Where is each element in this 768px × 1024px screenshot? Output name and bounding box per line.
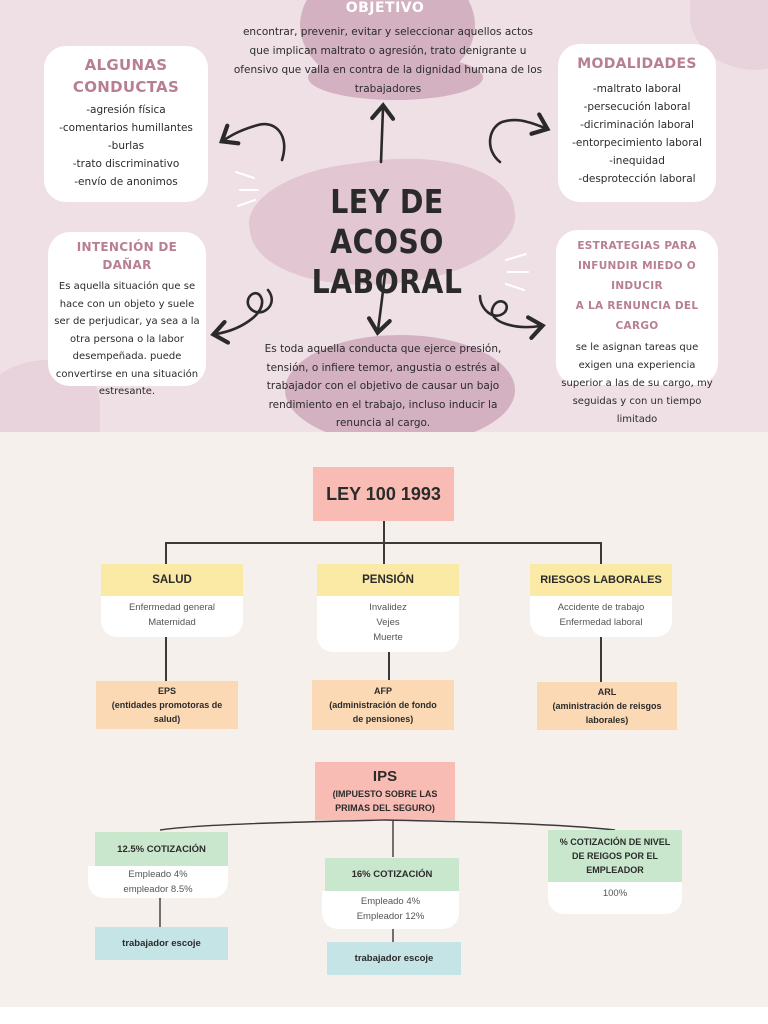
center-title-line1: LEY DE ACOSO (330, 182, 444, 261)
detail-item: empleador 8.5% (123, 884, 193, 895)
arrow-curly-right-top-icon (490, 120, 545, 162)
cotizacion-footer-12-5: trabajador escoje (95, 927, 228, 960)
cotizacion-details-16 (322, 891, 459, 929)
estrategias-title-line3: A LA RENUNCIA DEL CARGO (575, 300, 699, 332)
list-item: -desprotección laboral (578, 173, 696, 185)
ips-title: IPS (372, 768, 398, 785)
mind-map-section (0, 0, 768, 432)
cotizacion-footer-16: trabajador escoje (327, 942, 461, 975)
org-chart-section (0, 432, 768, 1007)
detail-item: Enfermedad general (128, 602, 216, 613)
entity-line: (aministración de reisgos (552, 701, 662, 711)
detail-item: Empleador 12% (356, 911, 425, 922)
arrow-down-icon (378, 274, 385, 330)
estrategias-title-line2: INFUNDIR MIEDO O INDUCIR (577, 260, 697, 292)
estrategias-text: se le asignan tareas que exigen una experiencia superior a las de su cargo, my seguidas y con un tiempo limitado (561, 342, 713, 425)
center-title-line2: LABORAL (311, 262, 463, 301)
estrategias-title-line1: ESTRATEGIAS PARA (577, 240, 697, 252)
detail-item: Maternidad (148, 617, 196, 628)
list-item: -envío de anonimos (74, 176, 178, 188)
detail-item: Invalidez (369, 602, 407, 613)
conductas-title-line1: ALGUNAS (84, 56, 168, 74)
arrow-curly-right-bottom-icon (480, 296, 540, 327)
list-item: -dicriminación laboral (580, 119, 694, 131)
entity-line: salud) (153, 714, 181, 724)
intencion-title: INTENCIÓN DE DAÑAR (76, 240, 178, 272)
list-item: -burlas (107, 140, 145, 152)
conductas-title-line2: CONDUCTAS (72, 78, 180, 96)
arrow-curly-left-top-icon (224, 124, 284, 160)
title-line: DE REIGOS POR EL (571, 851, 658, 861)
list-item: -trato discriminativo (72, 158, 180, 170)
entity-line: AFP (374, 686, 392, 696)
title-line: % COTIZACIÓN DE NIVEL (559, 837, 671, 847)
objetivo-title: OBJETIVO (345, 0, 425, 16)
list-item: -inequidad (609, 155, 665, 167)
arrow-curly-left-bottom-icon (216, 290, 272, 334)
ips-subtitle-line2: PRIMAS DEL SEGURO) (335, 803, 435, 813)
cotizacion-details-12-5 (88, 866, 228, 898)
arrow-up-icon (381, 108, 383, 162)
entity-line: laborales) (585, 715, 629, 725)
branch-title-riesgos: RIESGOS LABORALES (530, 564, 672, 596)
detail-item: Vejes (376, 617, 400, 628)
definicion-text: Es toda aquella conducta que ejerce presión, tensión, o infiere temor, angustia o estrés al trabajador con el objetivo de causar un bajo rendimiento en el trabajo, incluso inducir la renuncia al cargo. (264, 343, 502, 429)
detail-item: Accidente de trabajo (557, 602, 645, 613)
detail-item: Enfermedad laboral (559, 617, 643, 628)
ips-subtitle-line1: (IMPUESTO SOBRE LAS (332, 789, 438, 799)
mindmap-arrows (0, 0, 768, 432)
branch-title-pension: PENSIÓN (317, 564, 459, 596)
list-item: -comentarios humillantes (59, 122, 193, 134)
detail-item: Empleado 4% (360, 896, 421, 907)
bottom-white-strip (0, 1007, 768, 1024)
detail-item: 100% (602, 888, 628, 899)
branch-title-salud: SALUD (101, 564, 243, 596)
entity-line: de pensiones) (352, 714, 414, 724)
cotizacion-title-16: 16% COTIZACIÓN (325, 858, 459, 891)
entity-line: (administración de fondo (329, 700, 437, 710)
entity-line: ARL (597, 687, 617, 697)
list-item: -entorpecimiento laboral (572, 137, 702, 149)
detail-item: Muerte (373, 632, 403, 643)
list-item: -persecución laboral (583, 101, 691, 113)
cotizacion-title-12-5: 12.5% COTIZACIÓN (95, 832, 228, 866)
list-item: -agresión física (86, 104, 166, 116)
title-line: EMPLEADOR (586, 865, 644, 875)
list-item: -maltrato laboral (592, 83, 682, 95)
entity-line: EPS (157, 686, 176, 696)
cotizacion-details-riesgos (548, 882, 682, 914)
modalidades-title: MODALIDADES (577, 56, 697, 72)
entity-line: (entidades promotoras de (111, 700, 223, 710)
sparkle-icon (236, 172, 258, 206)
objetivo-text: encontrar, prevenir, evitar y seleccionar aquellos actos que implican maltrato o agresión, trato denigrante u ofensivo que valla en contra de la dignidad humana de los trabajadores (233, 26, 543, 95)
intencion-text: Es aquella situación que se hace con un objeto y suele ser de perjudicar, ya sea a la otra persona o la labor desempeñada. puede convertirse en una situación estresante. (54, 281, 200, 397)
cotizacion-title-riesgos (548, 830, 682, 882)
sparkle-icon (506, 254, 528, 290)
root-node: LEY 100 1993 (313, 467, 454, 521)
detail-item: Empleado 4% (128, 869, 188, 880)
